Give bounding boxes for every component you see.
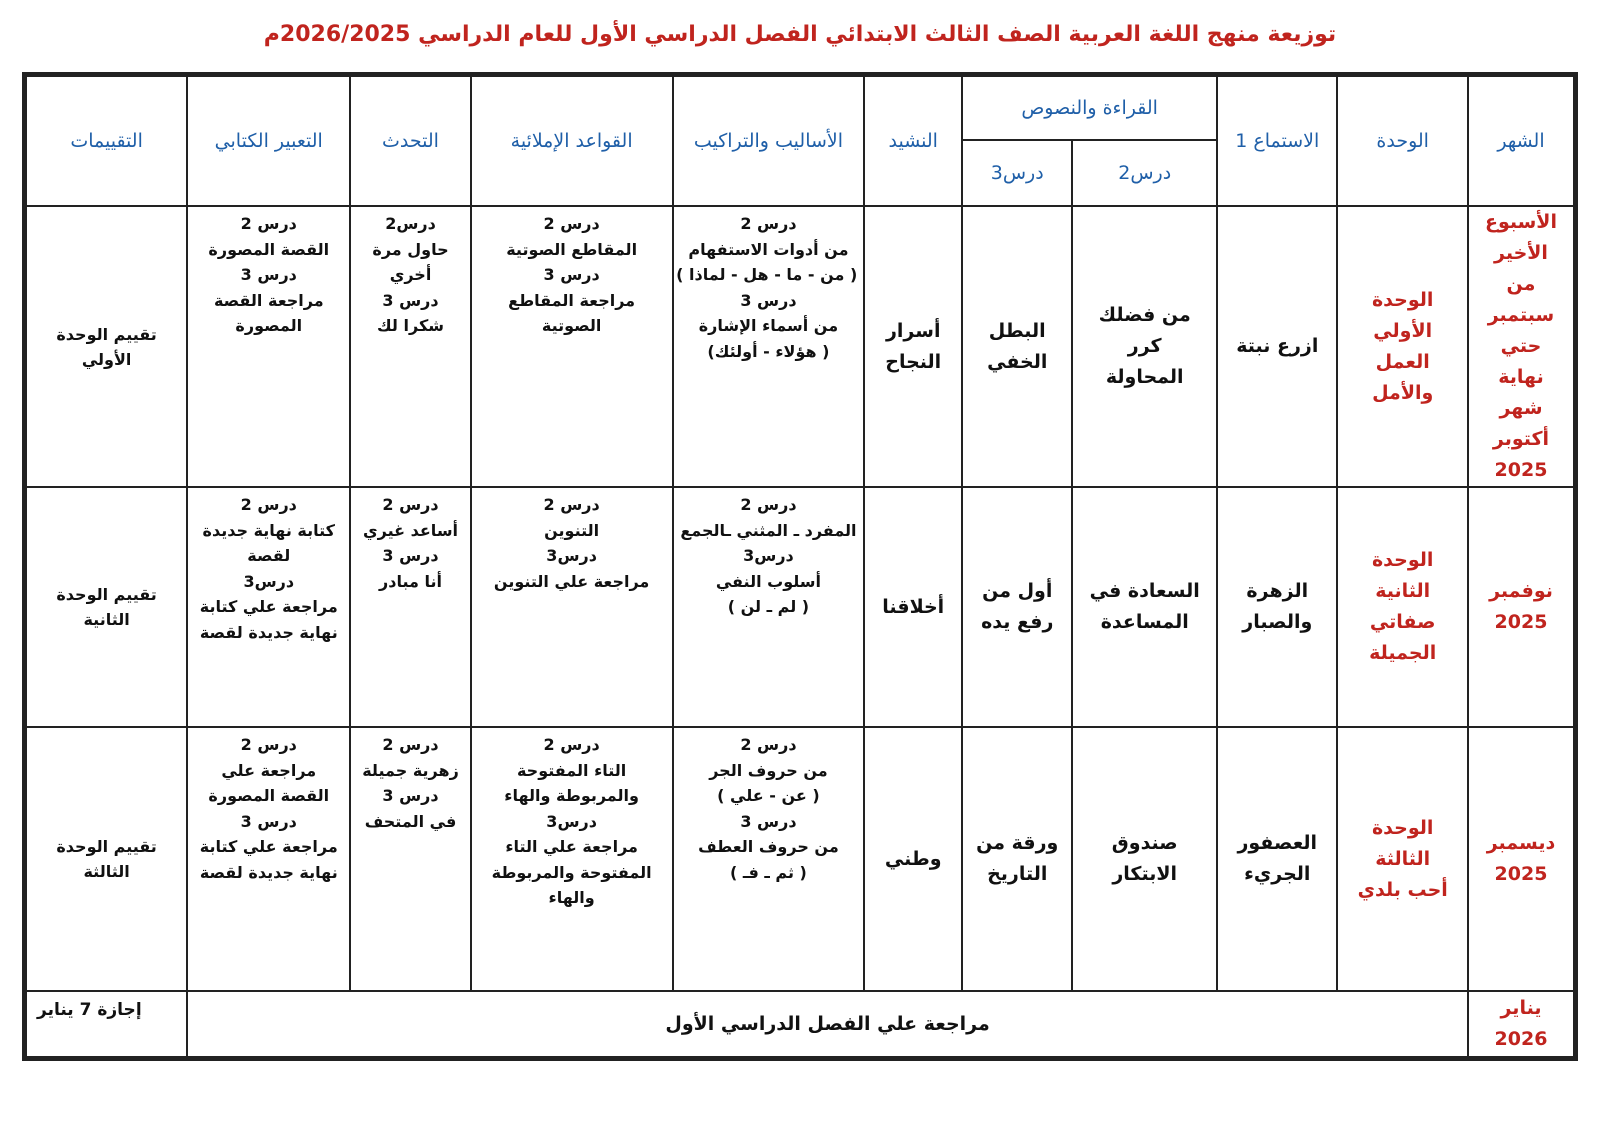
reading-lesson2-cell: صندوق الابتكار [1072,727,1217,991]
month-cell: نوفمبر 2025 [1468,487,1574,727]
header-row-top [26,76,1574,140]
anthem-cell: أخلاقنا [864,487,962,727]
unit-cell: الوحدة الأولي العمل والأمل [1337,206,1468,487]
header-month: الشهر [1468,76,1574,206]
month-cell: يناير 2026 [1468,991,1574,1057]
header-lesson3: درس3 [962,140,1072,206]
curriculum-table [25,75,1575,1058]
reading-lesson3-cell: البطل الخفي [962,206,1072,487]
speaking-cell: درس 2 أساعد غيري درس 3 أنا مبادر [350,487,470,727]
listening-cell: ازرع نبتة [1217,206,1337,487]
anthem-cell: وطني [864,727,962,991]
spelling-cell: درس 2 المقاطع الصوتية درس 3 مراجعة المقاطع الصوتية [471,206,673,487]
writing-cell: درس 2 كتابة نهاية جديدة لقصة درس3 مراجعة علي كتابة نهاية جديدة لقصة [187,487,350,727]
spelling-cell: درس 2 التاء المفتوحة والمربوطة والهاء درس3 مراجعة علي التاء المفتوحة والمربوطة والهاء [471,727,673,991]
month-cell: الأسبوع الأخير من سبتمبر حتي نهاية شهر أكتوبر 2025 [1468,206,1574,487]
assessment-cell: تقييم الوحدة الثانية [26,487,187,727]
header-styles: الأساليب والتراكيب [673,76,865,206]
table-row [26,727,1574,991]
reading-lesson2-cell: من فضلك كرر المحاولة [1072,206,1217,487]
unit-cell: الوحدة الثالثة أحب بلدي [1337,727,1468,991]
header-assessments: التقييمات [26,76,187,206]
assessment-cell: تقييم الوحدة الأولي [26,206,187,487]
speaking-cell: درس2 حاول مرة أخري درس 3 شكرا لك [350,206,470,487]
header-lesson2: درس2 [1072,140,1217,206]
holiday-cell: إجازة 7 يناير [26,991,187,1057]
listening-cell: العصفور الجريء [1217,727,1337,991]
styles-cell: درس 2 المفرد ـ المثني ـالجمع درس3 أسلوب النفي ( لم ـ لن ) [673,487,865,727]
styles-cell: درس 2 من حروف الجر ( عن - علي ) درس 3 من حروف العطف ( ثم ـ فـ ) [673,727,865,991]
spelling-cell: درس 2 التنوين درس3 مراجعة علي التنوين [471,487,673,727]
listening-cell: الزهرة والصبار [1217,487,1337,727]
header-writing: التعبير الكتابي [187,76,350,206]
writing-cell: درس 2 القصة المصورة درس 3 مراجعة القصة المصورة [187,206,350,487]
styles-cell: درس 2 من أدوات الاستفهام ( من - ما - هل - لماذا ) درس 3 من أسماء الإشارة ( هؤلاء - أولئك) [673,206,865,487]
header-speaking: التحدث [350,76,470,206]
speaking-cell: درس 2 زهرية جميلة درس 3 في المتحف [350,727,470,991]
final-row [26,991,1574,1057]
header-reading: القراءة والنصوص [962,76,1217,140]
reading-lesson3-cell: أول من رفع يده [962,487,1072,727]
reading-lesson3-cell: ورقة من التاريخ [962,727,1072,991]
header-spelling: القواعد الإملائية [471,76,673,206]
table-row [26,487,1574,727]
header-unit: الوحدة [1337,76,1468,206]
header-anthem: النشيد [864,76,962,206]
writing-cell: درس 2 مراجعة علي القصة المصورة درس 3 مراجعة علي كتابة نهاية جديدة لقصة [187,727,350,991]
semester-review-cell: مراجعة علي الفصل الدراسي الأول [187,991,1468,1057]
reading-lesson2-cell: السعادة في المساعدة [1072,487,1217,727]
anthem-cell: أسرار النجاح [864,206,962,487]
month-cell: ديسمبر 2025 [1468,727,1574,991]
assessment-cell: تقييم الوحدة الثالثة [26,727,187,991]
table-row [26,206,1574,487]
header-listening: الاستماع 1 [1217,76,1337,206]
page-title: توزيعة منهج اللغة العربية الصف الثالث الابتدائي الفصل الدراسي الأول للعام الدراسي 2026/2025م [263,22,1337,47]
unit-cell: الوحدة الثانية صفاتي الجميلة [1337,487,1468,727]
